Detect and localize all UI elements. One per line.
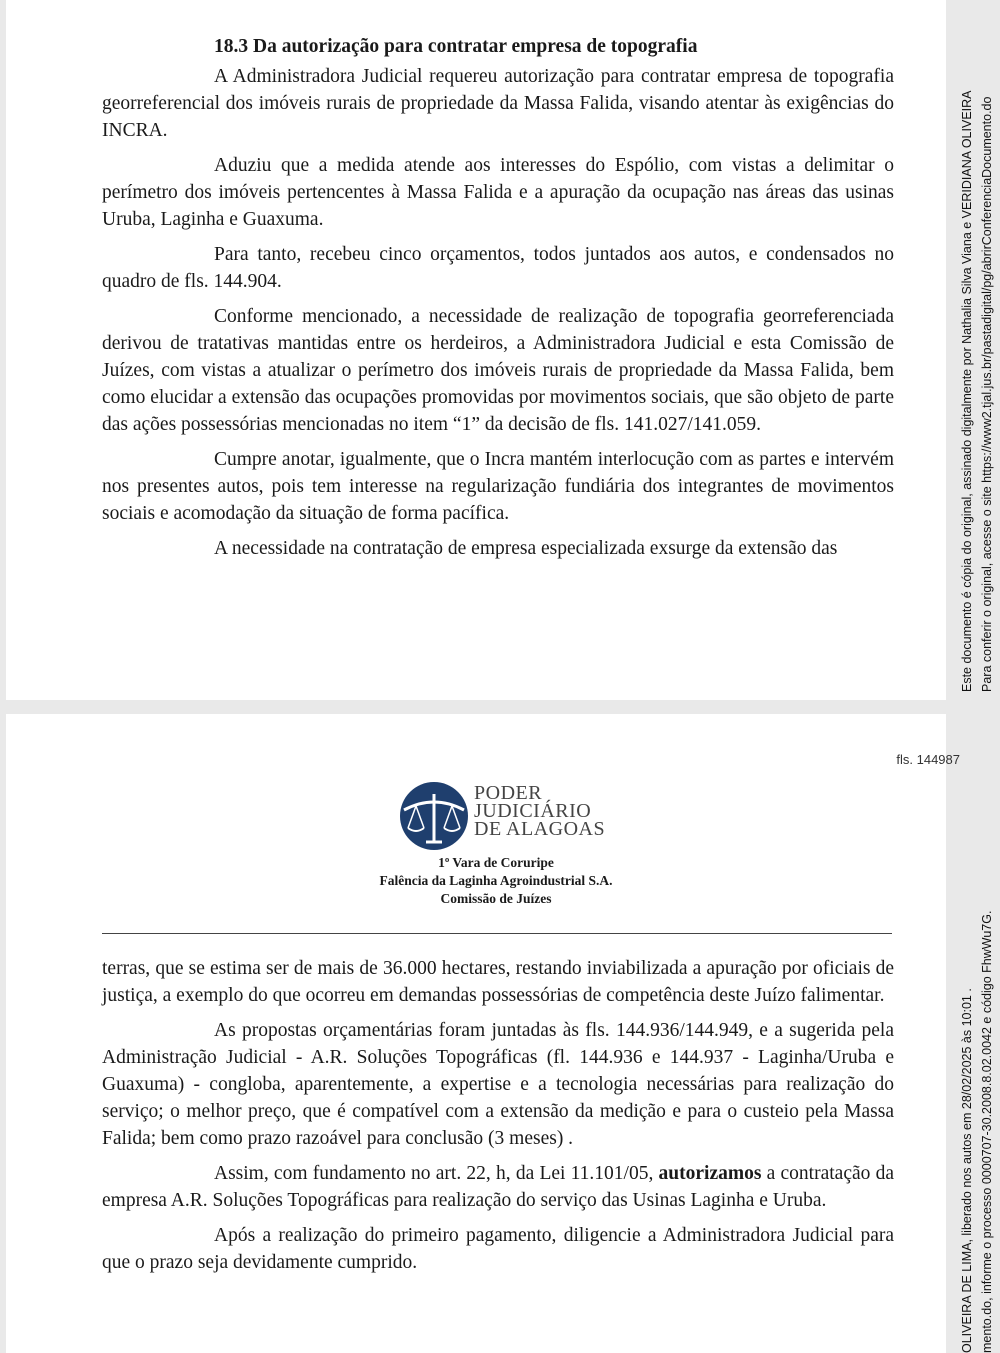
paragraph: As propostas orçamentárias foram juntadas às fls. 144.936/144.949, e a sugerida pela Administração Judicial - A.R. Soluções Topográficas (fl. 144.936 e 144.937 - Laginha/Uruba e Guaxuma) - congloba, aparentemente, a expertise e a tecnologia necessárias para realização do serviço; o melhor preço, que é compatível com a extensão da medição e para o custeio pela Massa Falida; bem como prazo razoável para conclusão (3 meses) . bbox=[102, 1020, 894, 1149]
header-divider bbox=[102, 933, 892, 934]
scales-emblem-icon bbox=[398, 780, 470, 852]
page-2-content bbox=[102, 955, 894, 1284]
signature-notice-line: OLIVEIRA DE LIMA, liberado nos autos em 28/02/2025 às 10:01 . bbox=[960, 988, 974, 1353]
paragraph bbox=[102, 1160, 894, 1214]
paragraph: A Administradora Judicial requereu autorização para contratar empresa de topografia georreferencial dos imóveis rurais de propriedade da Massa Falida, visando atentar às exigências do INCRA. bbox=[102, 66, 894, 141]
page-number: fls. 144987 bbox=[896, 752, 960, 767]
bold-term: autorizamos bbox=[658, 1163, 762, 1184]
paragraph: Aduziu que a medida atende aos interesses do Espólio, com vistas a delimitar o perímetro dos imóveis pertencentes à Massa Falida e a apuração da ocupação nas áreas das usinas Uruba, Laginha e Guaxuma. bbox=[102, 155, 894, 230]
paragraph: A necessidade na contratação de empresa especializada exsurge da extensão das bbox=[214, 538, 838, 559]
document-page-2 bbox=[6, 714, 960, 1353]
page-1-content bbox=[102, 33, 894, 570]
court-header bbox=[206, 854, 786, 908]
court-logo bbox=[398, 776, 608, 852]
signature-notice-line: Este documento é cópia do original, assinado digitalmente por Nathalia Silva Viana e VERIDIANA OLIVEIRA bbox=[960, 90, 974, 692]
logo-line: PODER bbox=[474, 782, 543, 804]
paragraph: terras, que se estima ser de mais de 36.000 hectares, restando inviabilizada a apuração por oficiais de justiça, a exemplo do que ocorreu em demandas possessórias de competência deste Juízo falimentar. bbox=[102, 958, 894, 1006]
case-name: Falência da Laginha Agroindustrial S.A. bbox=[379, 873, 613, 888]
text-run: Assim, com fundamento no art. 22, h, da Lei 11.101/05, bbox=[214, 1163, 659, 1184]
paragraph: Cumpre anotar, igualmente, que o Incra mantém interlocução com as partes e intervém nos presentes autos, pois tem interesse na regularização fundiária dos integrantes de movimentos sociais e acomodação da situação de forma pacífica. bbox=[102, 449, 894, 524]
paragraph: Após a realização do primeiro pagamento, diligencie a Administradora Judicial para que o prazo seja devidamente cumprido. bbox=[102, 1225, 894, 1273]
text-run: a contratação da empresa A.R. Soluções Topográficas para realização do serviço das Usinas Laginha e Uruba. bbox=[102, 1163, 894, 1211]
paragraph: Para tanto, recebeu cinco orçamentos, todos juntados aos autos, e condensados no quadro de fls. 144.904. bbox=[102, 244, 894, 292]
commission-name: Comissão de Juízes bbox=[440, 891, 552, 906]
verification-url-line: mento.do, informe o processo 0000707-30.2008.8.02.0042 e código FhwWu7G. bbox=[980, 910, 994, 1353]
section-heading: 18.3 Da autorização para contratar empresa de topografia bbox=[214, 36, 698, 57]
document-page-1 bbox=[6, 0, 946, 700]
logo-line: DE ALAGOAS bbox=[474, 818, 606, 840]
logo-wordmark bbox=[474, 784, 605, 838]
court-name: 1º Vara de Coruripe bbox=[438, 855, 554, 870]
verification-url-line: Para conferir o original, acesse o site https://www2.tjal.jus.br/pastadigital/pg/abrirConferenciaDocumento.do bbox=[980, 96, 994, 692]
logo-line: JUDICIÁRIO bbox=[474, 800, 592, 822]
paragraph: Conforme mencionado, a necessidade de realização de topografia georreferenciada derivou de tratativas mantidas entre os herdeiros, a Administradora Judicial e esta Comissão de Juízes, com vistas a atualizar o perímetro dos imóveis rurais de propriedade da Massa Falida, bem como elucidar a extensão das ocupações promovidas por movimentos sociais, que são objeto de parte das ações possessórias mencionadas no item “1” da decisão de fls. 141.027/141.059. bbox=[102, 306, 894, 435]
